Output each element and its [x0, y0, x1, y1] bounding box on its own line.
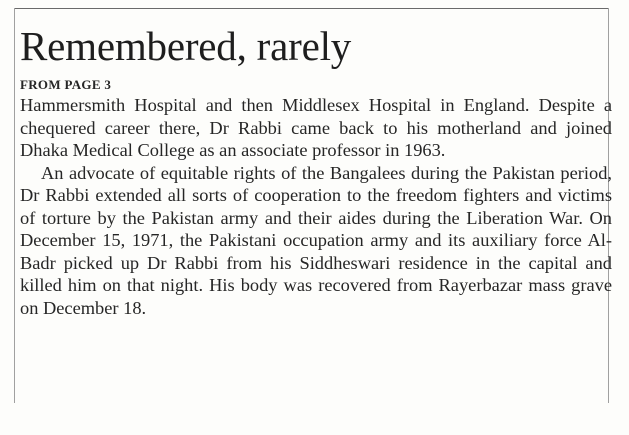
article	[20, 18, 612, 319]
jump-kicker: FROM PAGE 3	[20, 77, 112, 92]
top-rule	[14, 8, 609, 9]
paragraph: An advocate of equitable rights of the Bangalees during the Pakistan period, Dr Rabbi extended all sorts of cooperation to the freedom fighters and victims of torture by the Pakistan army and their aides during the Liberation War. On December 15, 1971, the Pakistani occupation army and its auxiliary force Al-Badr picked up Dr Rabbi from his Siddheswari residence in the capital and killed him on that night. His body was recovered from Rayerbazar mass grave on December 18.	[20, 162, 612, 318]
left-column-rule	[14, 8, 15, 403]
headline: Remembered, rarely	[20, 23, 352, 69]
paragraph: Hammersmith Hospital and then Middlesex Hospital in England. Despite a chequered career there, Dr Rabbi came back to his motherland and joined Dhaka Medical College as an associate professor in 1963.	[20, 95, 612, 160]
article-body	[20, 94, 612, 319]
